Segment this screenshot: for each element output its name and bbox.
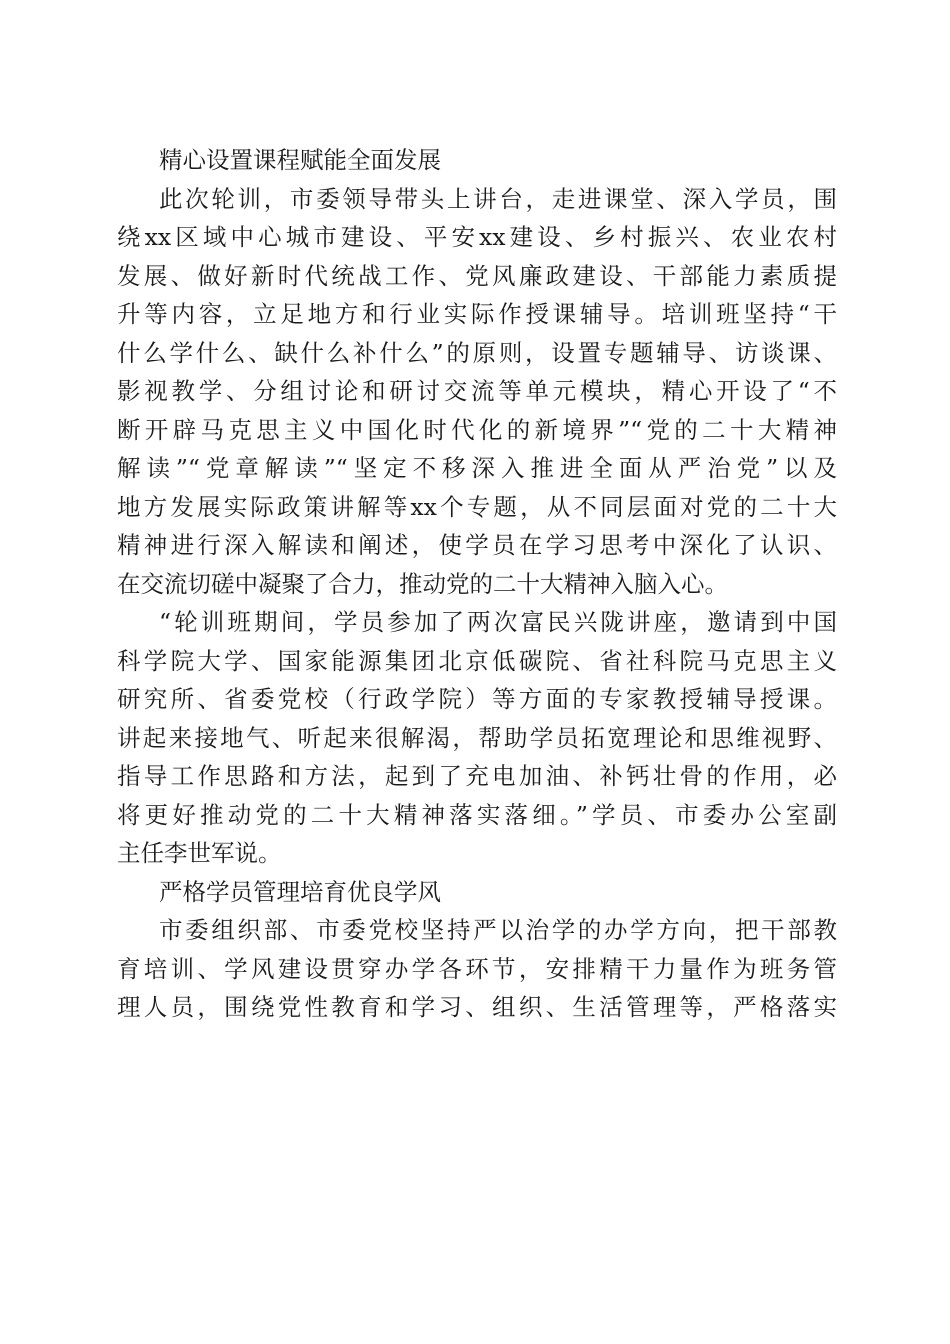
text-line: 育培训、学风建设贯穿办学各环节，安排精干力量作为班务管 (117, 954, 837, 983)
section-heading-course-design: 精心设置课程赋能全面发展 (159, 146, 441, 174)
text-line: 指导工作思路和方法，起到了充电加油、补钙壮骨的作用，必 (117, 762, 837, 790)
text-line: 地方发展实际政策讲解等xx个专题，从不同层面对党的二十大 (117, 492, 837, 521)
text-line: 此次轮训，市委领导带头上讲台，走进课堂、深入学员，围 (159, 184, 837, 213)
text-line: 讲起来接地气、听起来很解渴，帮助学员拓宽理论和思维视野、 (117, 723, 837, 752)
text-line: 在交流切磋中凝聚了合力，推动党的二十大精神入脑入心。 (117, 569, 728, 598)
text-line: 影视教学、分组讨论和研讨交流等单元模块，精心开设了“不 (117, 377, 837, 405)
text-line: 断开辟马克思主义中国化时代化的新境界”“党的二十大精神 (117, 415, 837, 444)
text-line: 绕xx区域中心城市建设、平安xx建设、乡村振兴、农业农村 (117, 223, 837, 251)
paragraph-training-content (117, 180, 837, 604)
text-line: 什么学什么、缺什么补什么”的原则，设置专题辅导、访谈课、 (117, 338, 837, 367)
text-line: 市委组织部、市委党校坚持严以治学的办学方向，把干部教 (159, 916, 837, 944)
text-line: 发展、做好新时代统战工作、党风廉政建设、干部能力素质提 (117, 261, 837, 290)
text-line: 理人员，围绕党性教育和学习、组织、生活管理等，严格落实 (117, 993, 837, 1021)
text-line: 科学院大学、国家能源集团北京低碳院、省社科院马克思主义 (117, 646, 837, 675)
text-line: 将更好推动党的二十大精神落实落细。”学员、市委办公室副 (117, 800, 837, 829)
text-line: 解读”“党章解读”“坚定不移深入推进全面从严治党”以及 (117, 454, 837, 482)
section-heading-trainee-management: 严格学员管理培育优良学风 (159, 877, 441, 906)
text-line: 研究所、省委党校（行政学院）等方面的专家教授辅导授课。 (117, 685, 837, 713)
text-line: 升等内容，立足地方和行业实际作授课辅导。培训班坚持“干 (117, 300, 837, 328)
text-line: 精神进行深入解读和阐述，使学员在学习思考中深化了认识、 (117, 531, 837, 559)
text-line: “轮训班期间，学员参加了两次富民兴陇讲座，邀请到中国 (159, 608, 837, 636)
paragraph-trainee-quote (117, 603, 837, 873)
document-body (117, 141, 837, 1027)
text-line: 主任李世军说。 (117, 839, 282, 867)
paragraph-management (117, 911, 837, 1027)
